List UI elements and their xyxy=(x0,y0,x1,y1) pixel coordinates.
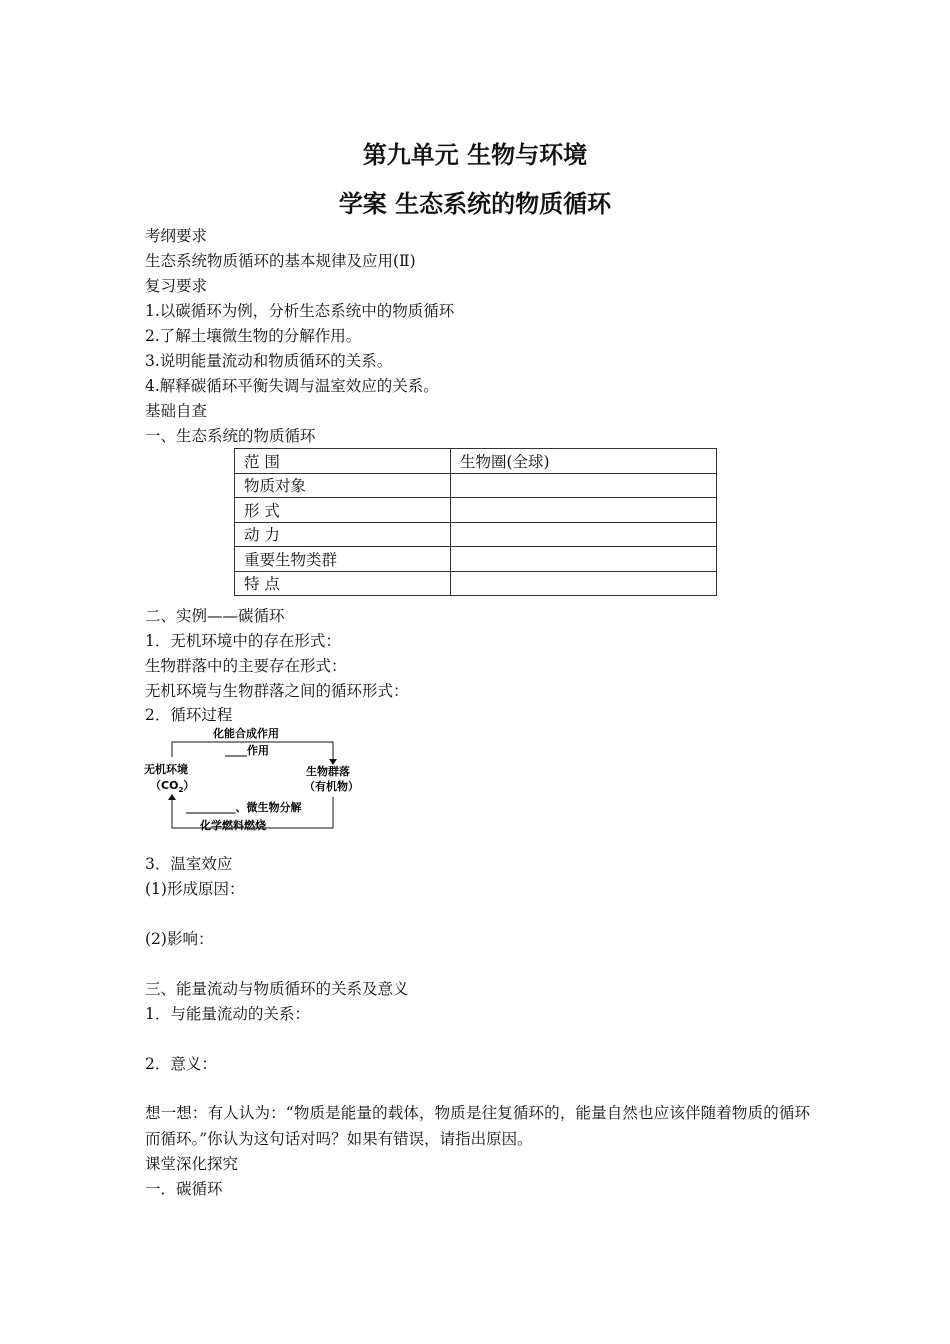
table-row xyxy=(235,571,717,596)
carbon-form-biotic: 生物群落中的主要存在形式： xyxy=(145,657,347,675)
label-co2: $(CO_2)$ xyxy=(150,779,195,794)
significance: 2．意义： xyxy=(145,1055,217,1073)
table-row xyxy=(235,473,717,498)
cycle-process-heading: 2．循环过程 xyxy=(145,706,233,724)
table-row xyxy=(235,498,717,523)
review-heading: 复习要求 xyxy=(145,277,208,295)
carbon-cycle-diagram xyxy=(140,725,380,837)
think-question: 想一想：有人认为：“物质是能量的载体，物质是往复循环的，能量自然也应该伴随着物质的循环而循环。”你认为这句话对吗？如果有错误，请指出原因。 xyxy=(145,1104,810,1148)
section-3-heading: 三、能量流动与物质循环的关系及意义 xyxy=(145,980,409,998)
syllabus-heading: 考纲要求 xyxy=(145,227,208,245)
table-label-cell: 动 力 xyxy=(235,522,451,547)
label-biotic-community: 生物群落 xyxy=(306,765,350,778)
carbon-cycle-form: 无机环境与生物群落之间的循环形式： xyxy=(145,682,409,700)
label-decomposition: _________、微生物分解 xyxy=(186,801,302,814)
carbon-cycle-heading: 一．碳循环 xyxy=(145,1180,223,1198)
table-row xyxy=(235,449,717,474)
label-fossil-fuel-burning: 化学燃料燃烧 xyxy=(200,819,266,832)
section-2-heading: 二、实例——碳循环 xyxy=(145,607,285,625)
table-row xyxy=(235,547,717,572)
label-organic-matter: （有机物） xyxy=(304,780,359,793)
table-value-cell xyxy=(451,473,717,498)
syllabus-item: 生态系统物质循环的基本规律及应用(Ⅱ) xyxy=(145,252,416,270)
review-item-2: 2.了解土壤微生物的分解作用。 xyxy=(145,327,362,345)
energy-relation: 1．与能量流动的关系： xyxy=(145,1005,310,1023)
section-1-heading: 一、生态系统的物质循环 xyxy=(145,427,316,445)
greenhouse-effect: (2)影响： xyxy=(145,930,214,948)
table-label-cell: 特 点 xyxy=(235,571,451,596)
self-check-heading: 基础自查 xyxy=(145,402,208,420)
review-item-3: 3.说明能量流动和物质循环的关系。 xyxy=(145,352,393,370)
table-value-cell xyxy=(451,522,717,547)
greenhouse-cause: (1)形成原因： xyxy=(145,880,245,898)
label-chemosynthesis: 化能合成作用 xyxy=(213,727,279,740)
greenhouse-heading: 3．温室效应 xyxy=(145,855,233,873)
review-item-4: 4.解释碳循环平衡失调与温室效应的关系。 xyxy=(145,377,439,395)
arrow-head-up-icon xyxy=(168,794,176,800)
carbon-form-abiotic: 1．无机环境中的存在形式： xyxy=(145,632,341,650)
table-value-cell xyxy=(451,547,717,572)
table-value-cell: 生物圈(全球) xyxy=(451,449,717,474)
table-label-cell: 范 围 xyxy=(235,449,451,474)
table-value-cell xyxy=(451,571,717,596)
material-cycle-table xyxy=(234,448,717,596)
unit-title: 第九单元 生物与环境 xyxy=(362,140,588,169)
lesson-title: 学案 生态系统的物质循环 xyxy=(338,189,612,218)
label-action-blank: ____作用 xyxy=(225,744,269,757)
table-label-cell: 物质对象 xyxy=(235,473,451,498)
table-row xyxy=(235,522,717,547)
class-inquiry-heading: 课堂深化探究 xyxy=(145,1155,239,1173)
review-item-1: 1.以碳循环为例，分析生态系统中的物质循环 xyxy=(145,302,455,320)
table-label-cell: 重要生物类群 xyxy=(235,547,451,572)
table-label-cell: 形 式 xyxy=(235,498,451,523)
label-abiotic-environment: 无机环境 xyxy=(144,763,188,776)
table-value-cell xyxy=(451,498,717,523)
